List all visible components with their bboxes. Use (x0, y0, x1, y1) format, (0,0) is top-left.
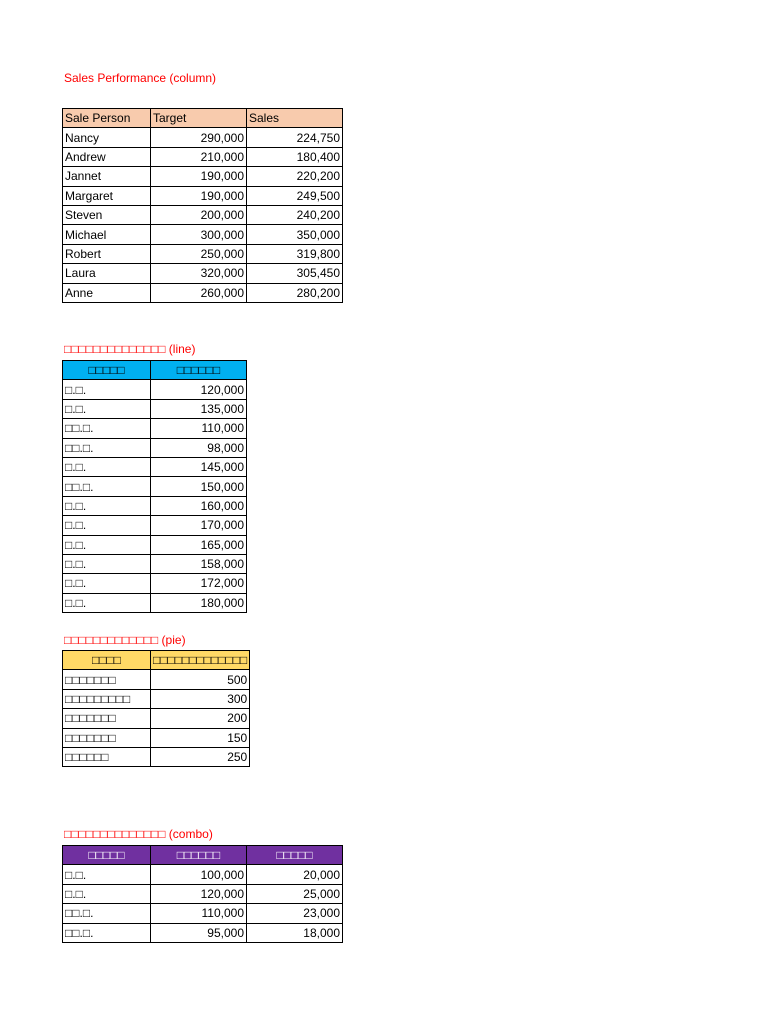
combo-header-month[interactable]: □□□□□ (63, 846, 151, 865)
pie-row (63, 709, 250, 728)
sales-value-cell[interactable]: 220,200 (247, 167, 343, 186)
pie-value-cell[interactable]: 500 (151, 670, 250, 689)
pie-body (63, 670, 250, 767)
line-label-cell[interactable]: □.□. (63, 593, 151, 612)
line-row (63, 593, 247, 612)
combo-body (63, 865, 343, 943)
sales-label-cell[interactable]: Margaret (63, 186, 151, 205)
combo-label-cell[interactable]: □□.□. (63, 923, 151, 942)
line-label-cell[interactable]: □.□. (63, 574, 151, 593)
sales-label-cell[interactable]: Laura (63, 264, 151, 283)
line-label-cell[interactable]: □□.□. (63, 477, 151, 496)
combo-value-cell[interactable]: 95,000 (151, 923, 247, 942)
sales-header-target[interactable]: Target (151, 109, 247, 128)
line-header-month[interactable]: □□□□□ (63, 361, 151, 380)
line-value-cell[interactable]: 172,000 (151, 574, 247, 593)
line-row (63, 399, 247, 418)
sales-value-cell[interactable]: 224,750 (247, 128, 343, 147)
pie-header-value[interactable]: □□□□□□□□□□□□□ (151, 651, 250, 670)
combo-label-cell[interactable]: □.□. (63, 865, 151, 884)
sales-label-cell[interactable]: Robert (63, 244, 151, 263)
pie-row (63, 747, 250, 766)
sales-row (63, 186, 343, 205)
sales-body (63, 128, 343, 303)
sales-label-cell[interactable]: Andrew (63, 147, 151, 166)
pie-value-cell[interactable]: 150 (151, 728, 250, 747)
combo-table-title: □□□□□□□□□□□□□□ (combo) (64, 827, 213, 841)
pie-table-title: □□□□□□□□□□□□□ (pie) (64, 633, 186, 647)
combo-table (62, 845, 343, 943)
line-row (63, 419, 247, 438)
pie-label-cell[interactable]: □□□□□□ (63, 747, 151, 766)
sales-label-cell[interactable]: Jannet (63, 167, 151, 186)
sales-value-cell[interactable]: 210,000 (151, 147, 247, 166)
pie-header-item[interactable]: □□□□ (63, 651, 151, 670)
combo-row (63, 923, 343, 942)
sales-table (62, 108, 343, 303)
combo-value-cell[interactable]: 23,000 (247, 904, 343, 923)
sales-value-cell[interactable]: 320,000 (151, 264, 247, 283)
pie-table (62, 650, 250, 767)
pie-label-cell[interactable]: □□□□□□□ (63, 709, 151, 728)
combo-header-profit[interactable]: □□□□□ (247, 846, 343, 865)
line-label-cell[interactable]: □.□. (63, 380, 151, 399)
pie-header-row (63, 651, 250, 670)
line-label-cell[interactable]: □.□. (63, 554, 151, 573)
pie-row (63, 689, 250, 708)
line-label-cell[interactable]: □□.□. (63, 419, 151, 438)
line-value-cell[interactable]: 120,000 (151, 380, 247, 399)
sales-value-cell[interactable]: 319,800 (247, 244, 343, 263)
combo-row (63, 865, 343, 884)
sales-value-cell[interactable]: 190,000 (151, 186, 247, 205)
line-row (63, 380, 247, 399)
line-value-cell[interactable]: 160,000 (151, 496, 247, 515)
pie-label-cell[interactable]: □□□□□□□□□ (63, 689, 151, 708)
combo-value-cell[interactable]: 120,000 (151, 884, 247, 903)
pie-row (63, 670, 250, 689)
pie-value-cell[interactable]: 250 (151, 747, 250, 766)
line-table (62, 360, 247, 613)
line-row (63, 477, 247, 496)
sales-row (63, 167, 343, 186)
sales-row (63, 264, 343, 283)
pie-label-cell[interactable]: □□□□□□□ (63, 670, 151, 689)
combo-value-cell[interactable]: 100,000 (151, 865, 247, 884)
line-value-cell[interactable]: 110,000 (151, 419, 247, 438)
combo-header-row (63, 846, 343, 865)
sales-row (63, 128, 343, 147)
line-value-cell[interactable]: 165,000 (151, 535, 247, 554)
line-row (63, 438, 247, 457)
combo-value-cell[interactable]: 110,000 (151, 904, 247, 923)
line-label-cell[interactable]: □□.□. (63, 438, 151, 457)
line-label-cell[interactable]: □.□. (63, 535, 151, 554)
line-body (63, 380, 247, 613)
line-value-cell[interactable]: 98,000 (151, 438, 247, 457)
combo-row (63, 884, 343, 903)
line-table-title: □□□□□□□□□□□□□□ (line) (64, 342, 196, 356)
sales-value-cell[interactable]: 260,000 (151, 283, 247, 302)
sales-value-cell[interactable]: 200,000 (151, 205, 247, 224)
line-label-cell[interactable]: □.□. (63, 399, 151, 418)
line-row (63, 574, 247, 593)
sales-label-cell[interactable]: Anne (63, 283, 151, 302)
line-label-cell[interactable]: □.□. (63, 516, 151, 535)
sales-value-cell[interactable]: 190,000 (151, 167, 247, 186)
combo-label-cell[interactable]: □.□. (63, 884, 151, 903)
sales-header-row (63, 109, 343, 128)
combo-value-cell[interactable]: 18,000 (247, 923, 343, 942)
line-value-cell[interactable]: 150,000 (151, 477, 247, 496)
combo-row (63, 904, 343, 923)
sales-row (63, 225, 343, 244)
pie-value-cell[interactable]: 200 (151, 709, 250, 728)
sales-value-cell[interactable]: 249,500 (247, 186, 343, 205)
line-label-cell[interactable]: □.□. (63, 496, 151, 515)
line-value-cell[interactable]: 135,000 (151, 399, 247, 418)
sales-label-cell[interactable]: Nancy (63, 128, 151, 147)
line-label-cell[interactable]: □.□. (63, 457, 151, 476)
sales-header-person[interactable]: Sale Person (63, 109, 151, 128)
sales-value-cell[interactable]: 300,000 (151, 225, 247, 244)
pie-label-cell[interactable]: □□□□□□□ (63, 728, 151, 747)
combo-value-cell[interactable]: 20,000 (247, 865, 343, 884)
sales-row (63, 283, 343, 302)
combo-value-cell[interactable]: 25,000 (247, 884, 343, 903)
sales-value-cell[interactable]: 305,450 (247, 264, 343, 283)
line-value-cell[interactable]: 180,000 (151, 593, 247, 612)
line-value-cell[interactable]: 170,000 (151, 516, 247, 535)
sales-label-cell[interactable]: Steven (63, 205, 151, 224)
sales-value-cell[interactable]: 250,000 (151, 244, 247, 263)
sales-value-cell[interactable]: 240,200 (247, 205, 343, 224)
line-row (63, 535, 247, 554)
sales-value-cell[interactable]: 290,000 (151, 128, 247, 147)
line-row (63, 457, 247, 476)
sales-row (63, 147, 343, 166)
pie-row (63, 728, 250, 747)
sales-value-cell[interactable]: 180,400 (247, 147, 343, 166)
sales-row (63, 244, 343, 263)
pie-value-cell[interactable]: 300 (151, 689, 250, 708)
sales-header-sales[interactable]: Sales (247, 109, 343, 128)
sales-table-title: Sales Performance (column) (64, 71, 217, 85)
line-header-amount[interactable]: □□□□□□ (151, 361, 247, 380)
line-row (63, 516, 247, 535)
sales-row (63, 205, 343, 224)
line-value-cell[interactable]: 145,000 (151, 457, 247, 476)
line-value-cell[interactable]: 158,000 (151, 554, 247, 573)
line-header-row (63, 361, 247, 380)
sales-value-cell[interactable]: 350,000 (247, 225, 343, 244)
line-row (63, 496, 247, 515)
sales-label-cell[interactable]: Michael (63, 225, 151, 244)
combo-header-sales[interactable]: □□□□□□ (151, 846, 247, 865)
combo-label-cell[interactable]: □□.□. (63, 904, 151, 923)
line-row (63, 554, 247, 573)
sales-value-cell[interactable]: 280,200 (247, 283, 343, 302)
